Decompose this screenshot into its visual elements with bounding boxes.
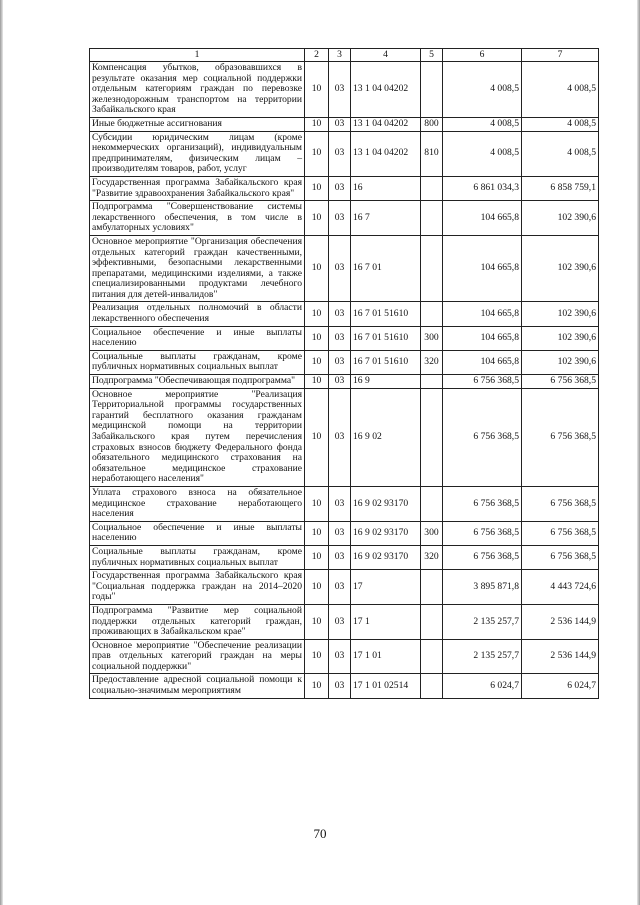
table-row [90,201,599,236]
target-article-cell: 16 9 02 93170 [351,486,421,521]
amount-year1-cell: 2 135 257,7 [443,604,522,639]
subsection-code-cell: 03 [329,62,351,118]
amount-year1-cell: 104 665,8 [443,350,522,374]
row-name-cell: Основное мероприятие "Обеспечение реализации прав отдельных категорий граждан на меры социальной поддержки" [90,639,305,674]
row-name-cell: Иные бюджетные ассигнования [90,117,305,131]
section-code-cell: 10 [305,674,329,698]
target-article-cell: 17 1 [351,604,421,639]
target-article-cell: 16 9 02 93170 [351,545,421,569]
expense-type-cell [421,302,443,326]
amount-year1-cell: 4 008,5 [443,62,522,118]
table-row [90,350,599,374]
amount-year2-cell: 2 536 144,9 [522,604,599,639]
row-name-cell: Социальное обеспечение и иные выплаты населению [90,326,305,350]
expense-type-cell [421,176,443,200]
section-code-cell: 10 [305,570,329,605]
amount-year2-cell: 6 858 759,1 [522,176,599,200]
subsection-code-cell: 03 [329,131,351,176]
column-header: 7 [522,49,599,62]
subsection-code-cell: 03 [329,235,351,302]
amount-year1-cell: 104 665,8 [443,302,522,326]
table-row [90,388,599,486]
amount-year1-cell: 104 665,8 [443,235,522,302]
column-header: 3 [329,49,351,62]
target-article-cell: 16 7 01 51610 [351,302,421,326]
column-header: 4 [351,49,421,62]
subsection-code-cell: 03 [329,674,351,698]
amount-year2-cell: 4 443 724,6 [522,570,599,605]
subsection-code-cell: 03 [329,201,351,236]
expense-type-cell: 300 [421,521,443,545]
expense-type-cell [421,570,443,605]
section-code-cell: 10 [305,131,329,176]
subsection-code-cell: 03 [329,326,351,350]
amount-year2-cell: 6 756 368,5 [522,521,599,545]
row-name-cell: Государственная программа Забайкальского края "Развитие здравоохранения Забайкальского края" [90,176,305,200]
column-header: 5 [421,49,443,62]
target-article-cell: 16 7 01 51610 [351,326,421,350]
expense-type-cell [421,604,443,639]
amount-year1-cell: 6 756 368,5 [443,388,522,486]
amount-year1-cell: 4 008,5 [443,117,522,131]
expense-type-cell [421,201,443,236]
target-article-cell: 16 [351,176,421,200]
table-row [90,639,599,674]
section-code-cell: 10 [305,639,329,674]
amount-year1-cell: 6 756 368,5 [443,486,522,521]
subsection-code-cell: 03 [329,604,351,639]
subsection-code-cell: 03 [329,486,351,521]
target-article-cell: 13 1 04 04202 [351,131,421,176]
expense-type-cell: 800 [421,117,443,131]
subsection-code-cell: 03 [329,570,351,605]
column-header: 2 [305,49,329,62]
amount-year2-cell: 102 390,6 [522,201,599,236]
expense-type-cell: 300 [421,326,443,350]
subsection-code-cell: 03 [329,350,351,374]
table-row [90,235,599,302]
target-article-cell: 16 7 [351,201,421,236]
expense-type-cell [421,388,443,486]
amount-year1-cell: 3 895 871,8 [443,570,522,605]
subsection-code-cell: 03 [329,639,351,674]
amount-year2-cell: 102 390,6 [522,326,599,350]
section-code-cell: 10 [305,326,329,350]
row-name-cell: Основное мероприятие "Организация обеспечения отдельных категорий граждан качественными, эффективными, безопасными лекарственными препаратами, медицинскими изделиями, а также специализированными продуктами лечебного питания для детей-инвалидов" [90,235,305,302]
table-row [90,176,599,200]
table-row [90,486,599,521]
subsection-code-cell: 03 [329,302,351,326]
section-code-cell: 10 [305,302,329,326]
section-code-cell: 10 [305,117,329,131]
column-header: 1 [90,49,305,62]
table-row [90,604,599,639]
scan-edge-left [0,0,3,905]
subsection-code-cell: 03 [329,375,351,389]
amount-year2-cell: 6 756 368,5 [522,375,599,389]
table-row [90,521,599,545]
amount-year2-cell: 102 390,6 [522,235,599,302]
target-article-cell: 16 9 02 93170 [351,521,421,545]
amount-year1-cell: 6 024,7 [443,674,522,698]
table-row [90,545,599,569]
row-name-cell: Компенсация убытков, образовавшихся в результате оказания мер социальной поддержки отдельным категориям граждан по перевозке железнодорожным транспортом на территории Забайкальского края [90,62,305,118]
target-article-cell: 17 1 01 02514 [351,674,421,698]
expense-type-cell: 320 [421,545,443,569]
section-code-cell: 10 [305,62,329,118]
section-code-cell: 10 [305,545,329,569]
amount-year1-cell: 4 008,5 [443,131,522,176]
expense-type-cell [421,62,443,118]
table-row [90,62,599,118]
target-article-cell: 17 1 01 [351,639,421,674]
amount-year2-cell: 102 390,6 [522,302,599,326]
amount-year2-cell: 6 024,7 [522,674,599,698]
target-article-cell: 16 9 [351,375,421,389]
amount-year2-cell: 4 008,5 [522,131,599,176]
amount-year1-cell: 104 665,8 [443,201,522,236]
row-name-cell: Социальные выплаты гражданам, кроме публичных нормативных социальных выплат [90,350,305,374]
amount-year2-cell: 6 756 368,5 [522,545,599,569]
column-header: 6 [443,49,522,62]
expense-type-cell [421,235,443,302]
subsection-code-cell: 03 [329,521,351,545]
table-row [90,117,599,131]
row-name-cell: Государственная программа Забайкальского края "Социальная поддержка граждан на 2014–2020 годы" [90,570,305,605]
subsection-code-cell: 03 [329,388,351,486]
table-row [90,131,599,176]
row-name-cell: Реализация отдельных полномочий в области лекарственного обеспечения [90,302,305,326]
amount-year1-cell: 104 665,8 [443,326,522,350]
subsection-code-cell: 03 [329,545,351,569]
amount-year1-cell: 6 861 034,3 [443,176,522,200]
expense-type-cell: 320 [421,350,443,374]
row-name-cell: Подпрограмма "Совершенствование системы лекарственного обеспечения, в том числе в амбулаторных условиях" [90,201,305,236]
expense-type-cell: 810 [421,131,443,176]
expense-type-cell [421,639,443,674]
target-article-cell: 13 1 04 04202 [351,117,421,131]
amount-year1-cell: 6 756 368,5 [443,545,522,569]
target-article-cell: 13 1 04 04202 [351,62,421,118]
section-code-cell: 10 [305,604,329,639]
amount-year1-cell: 6 756 368,5 [443,521,522,545]
amount-year2-cell: 102 390,6 [522,350,599,374]
amount-year2-cell: 2 536 144,9 [522,639,599,674]
row-name-cell: Субсидии юридическим лицам (кроме некоммерческих организаций), индивидуальным предпринимателям, физическим лицам – производителям товаров, работ, услуг [90,131,305,176]
table-row [90,674,599,698]
section-code-cell: 10 [305,388,329,486]
table-row [90,375,599,389]
row-name-cell: Подпрограмма "Обеспечивающая подпрограмма" [90,375,305,389]
table-row [90,302,599,326]
row-name-cell: Уплата страхового взноса на обязательное медицинское страхование неработающего населения [90,486,305,521]
target-article-cell: 16 9 02 [351,388,421,486]
expense-type-cell [421,486,443,521]
target-article-cell: 16 7 01 [351,235,421,302]
expense-type-cell [421,674,443,698]
row-name-cell: Социальное обеспечение и иные выплаты населению [90,521,305,545]
target-article-cell: 17 [351,570,421,605]
section-code-cell: 10 [305,235,329,302]
amount-year2-cell: 6 756 368,5 [522,486,599,521]
amount-year1-cell: 6 756 368,5 [443,375,522,389]
section-code-cell: 10 [305,375,329,389]
section-code-cell: 10 [305,350,329,374]
expense-type-cell [421,375,443,389]
table-header-row [90,49,599,62]
section-code-cell: 10 [305,521,329,545]
table-row [90,570,599,605]
row-name-cell: Социальные выплаты гражданам, кроме публичных нормативных социальных выплат [90,545,305,569]
table-row [90,326,599,350]
row-name-cell: Основное мероприятие "Реализация Территориальной программы государственных гарантий бесплатного оказания гражданам медицинской помощи на территории Забайкальского края путем перечисления страховых взносов бюджету Федерального фонда обязательного медицинского страхования на обязательное медицинское страхование неработающего населения" [90,388,305,486]
amount-year2-cell: 4 008,5 [522,117,599,131]
row-name-cell: Подпрограмма "Развитие мер социальной поддержки отдельных категорий граждан, проживающих в Забайкальском крае" [90,604,305,639]
budget-table [89,48,599,699]
amount-year2-cell: 4 008,5 [522,62,599,118]
page-number: 70 [313,826,327,841]
amount-year2-cell: 6 756 368,5 [522,388,599,486]
row-name-cell: Предоставление адресной социальной помощи к социально-значимым мероприятиям [90,674,305,698]
section-code-cell: 10 [305,486,329,521]
section-code-cell: 10 [305,201,329,236]
amount-year1-cell: 2 135 257,7 [443,639,522,674]
section-code-cell: 10 [305,176,329,200]
subsection-code-cell: 03 [329,117,351,131]
subsection-code-cell: 03 [329,176,351,200]
target-article-cell: 16 7 01 51610 [351,350,421,374]
